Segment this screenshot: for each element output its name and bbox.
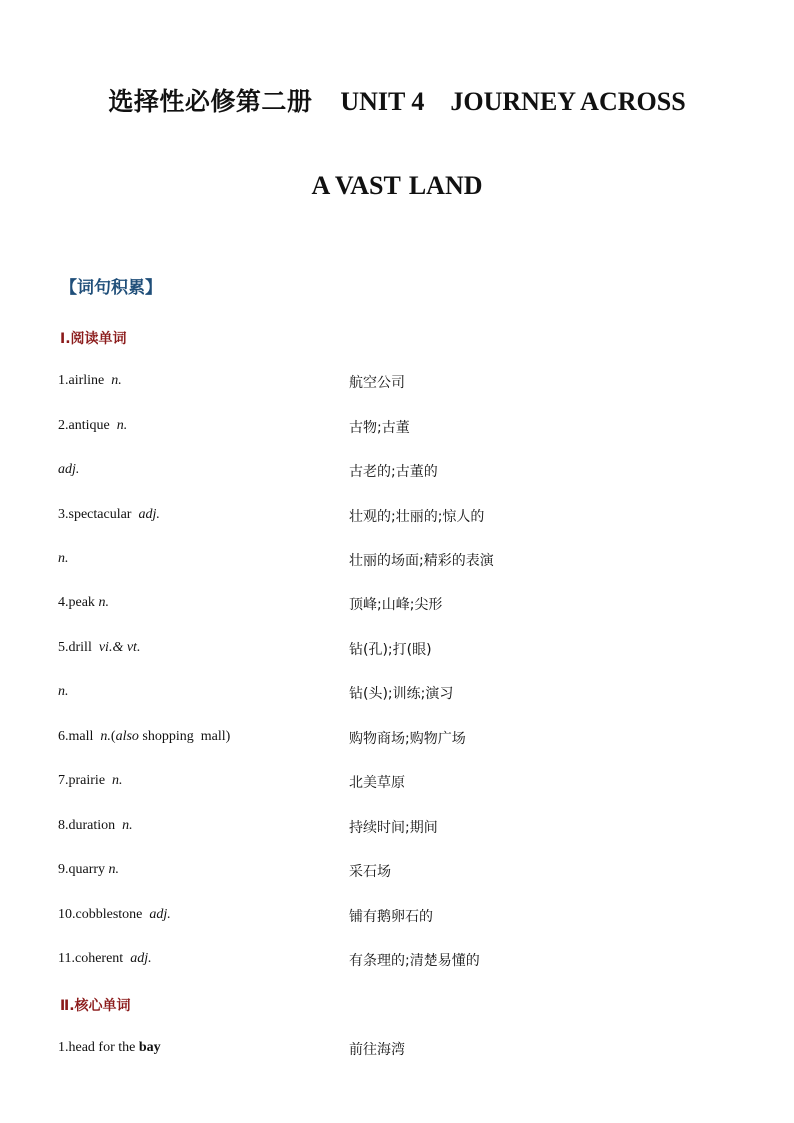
list-item [0, 907, 794, 931]
vocab-meaning: 顶峰;山峰;尖形 [349, 597, 443, 613]
vocab-meaning: 前往海湾 [349, 1042, 405, 1058]
vocab-word: 9.quarry n. [58, 862, 120, 877]
vocab-word: n. [58, 684, 69, 699]
list-item [0, 862, 794, 886]
vocab-phrase: 1.head for the bay [58, 1040, 161, 1055]
vocab-meaning: 北美草原 [349, 775, 405, 791]
title-line2-a: A VAST [311, 171, 401, 200]
list-item [0, 773, 794, 797]
list-item [0, 729, 794, 753]
vocab-word: 7.prairie n. [58, 773, 123, 788]
title-journey: JOURNEY ACROSS [450, 87, 686, 116]
vocab-meaning: 采石场 [349, 864, 391, 880]
vocab-word: 11.coherent adj. [58, 951, 152, 966]
reading-words-heading: Ⅰ.阅读单词 [60, 331, 127, 347]
vocab-word: 2.antique n. [58, 418, 128, 433]
vocab-meaning: 壮观的;壮丽的;惊人的 [349, 509, 485, 525]
vocab-word: adj. [58, 462, 80, 477]
vocab-word: 4.peak n. [58, 595, 109, 610]
list-item [0, 373, 794, 397]
title-unit: UNIT 4 [340, 87, 425, 116]
list-item [0, 684, 794, 708]
vocab-word: 1.airline n. [58, 373, 122, 388]
list-item [0, 551, 794, 575]
vocab-word: 5.drill vi.& vt. [58, 640, 141, 655]
vocab-meaning: 航空公司 [349, 375, 405, 391]
list-item [0, 418, 794, 442]
vocab-word: 6.mall n.(also shopping mall) [58, 729, 231, 744]
title-line2-b: LAND [408, 171, 483, 200]
vocab-meaning: 古老的;古董的 [349, 464, 438, 480]
vocab-meaning: 持续时间;期间 [349, 820, 438, 836]
vocab-meaning: 古物;古董 [349, 420, 410, 436]
list-item [0, 1040, 794, 1064]
vocab-meaning: 铺有鹅卵石的 [349, 909, 433, 925]
vocab-meaning: 壮丽的场面;精彩的表演 [349, 553, 494, 569]
title-chinese: 选择性必修第二册 [108, 87, 313, 116]
list-item [0, 818, 794, 842]
vocab-meaning: 购物商场;购物广场 [349, 731, 466, 747]
vocab-word: 3.spectacular adj. [58, 507, 160, 522]
page-title-line-1 [0, 82, 794, 118]
list-item [0, 951, 794, 975]
list-item [0, 462, 794, 486]
list-item [0, 595, 794, 619]
list-item [0, 640, 794, 664]
list-item [0, 507, 794, 531]
vocab-word: 8.duration n. [58, 818, 133, 833]
vocab-meaning: 钻(头);训练;演习 [349, 686, 454, 702]
vocab-word: 10.cobblestone adj. [58, 907, 171, 922]
section-heading: 【词句积累】 [60, 278, 162, 298]
page-title-line-2 [0, 171, 794, 201]
vocab-word: n. [58, 551, 69, 566]
vocab-meaning: 钻(孔);打(眼) [349, 642, 432, 658]
vocab-meaning: 有条理的;清楚易懂的 [349, 953, 480, 969]
core-words-heading: Ⅱ.核心单词 [60, 998, 131, 1014]
